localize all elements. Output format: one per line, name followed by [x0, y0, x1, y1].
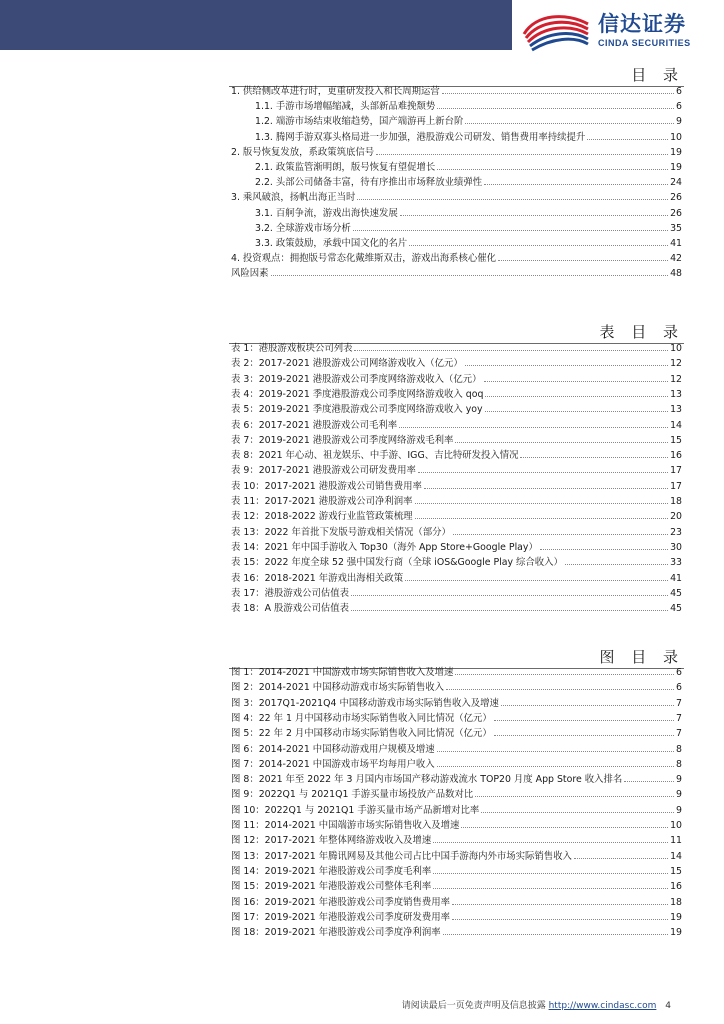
toc-entry-page: 7 [676, 697, 682, 709]
toc-leader-dots [399, 418, 668, 428]
toc-entry[interactable] [231, 540, 682, 554]
toc-entry-page: 45 [670, 603, 682, 615]
toc-leader-dots [465, 356, 668, 366]
toc-entry-page: 45 [670, 587, 682, 599]
toc-entry[interactable] [231, 910, 682, 924]
toc-leader-dots [353, 221, 668, 231]
toc-entry-text: 图 17：2019-2021 年港股游戏公司季度研发费用率 [231, 911, 450, 923]
toc-entry[interactable] [231, 833, 682, 847]
toc-entry-page: 10 [670, 131, 682, 143]
toc-entry-text: 表 14：2021 年中国手游收入 Top30（海外 App Store+Google Play） [231, 541, 538, 553]
toc-entry-page: 14 [670, 850, 682, 862]
toc-entry[interactable] [231, 925, 682, 939]
toc-entry[interactable] [231, 711, 682, 725]
toc-entry[interactable] [231, 251, 682, 265]
toc-entry[interactable] [231, 555, 682, 569]
toc-entry[interactable] [255, 175, 682, 189]
toc-entry-page: 26 [670, 207, 682, 219]
toc-entry-page: 13 [670, 388, 682, 400]
toc-entry-page: 20 [670, 511, 682, 523]
toc-entry-page: 12 [670, 373, 682, 385]
toc-entry-page: 17 [670, 465, 682, 477]
toc-entry-text: 表 6：2017-2021 港股游戏公司毛利率 [231, 419, 398, 431]
toc-leader-dots [409, 236, 668, 246]
toc-entry[interactable] [231, 818, 682, 832]
toc-entry-text: 图 16：2019-2021 年港股游戏公司季度销售费用率 [231, 896, 450, 908]
toc-leader-dots [437, 160, 668, 170]
toc-entry-text: 1.3. 腾网手游双寡头格局进一步加强，港股游戏公司研发、销售费用率持续提升 [255, 131, 586, 143]
toc-entry[interactable] [231, 803, 682, 817]
toc-leader-dots [437, 742, 674, 752]
toc-entry-page: 10 [670, 343, 682, 354]
toc-entry[interactable] [231, 356, 682, 370]
toc-entry-text: 表 2：2017-2021 港股游戏公司网络游戏收入（亿元） [231, 358, 463, 370]
toc-entry-page: 6 [676, 101, 682, 113]
toc-entry-text: 图 11：2014-2021 中国端游市场实际销售收入及增速 [231, 820, 460, 831]
toc-leader-dots [574, 849, 668, 859]
toc-entry-text: 图 10：2022Q1 与 2021Q1 手游买量市场产品新增对比率 [231, 804, 480, 816]
toc-entry-page: 9 [676, 774, 682, 786]
toc-leader-dots [455, 665, 674, 675]
toc-leader-dots [354, 341, 668, 351]
toc-entry-text: 1.2. 端游市场结束收缩趋势，国产端游再上新台阶 [255, 116, 464, 128]
toc-entry-text: 3.1. 百舸争流，游戏出海快速发展 [255, 207, 398, 219]
toc-entry-page: 8 [676, 758, 682, 770]
toc-entry[interactable] [231, 787, 682, 801]
toc-entry-text: 图 12：2017-2021 年整体网络游戏收入及增速 [231, 835, 432, 847]
toc-leader-dots [437, 99, 674, 109]
cinda-logo-mark-icon [522, 12, 594, 52]
toc-entry-text: 表 1：港股游戏板块公司列表 [231, 343, 353, 354]
toc-entry[interactable] [231, 266, 682, 280]
toc-leader-dots [485, 402, 668, 412]
toc-leader-dots [540, 540, 668, 550]
toc-entry[interactable] [231, 509, 682, 523]
toc-entry-text: 图 3：2017Q1-2021Q4 中国移动游戏市场实际销售收入及增速 [231, 697, 499, 709]
toc-entry-page: 35 [670, 222, 682, 234]
toc-leader-dots [501, 696, 674, 706]
toc-entry-text: 图 15：2019-2021 年港股游戏公司整体毛利率 [231, 881, 432, 893]
toc-entry-text: 表 13：2022 年首批下发版号游戏相关情况（部分） [231, 526, 451, 538]
toc-leader-dots [624, 772, 674, 782]
toc-entry-text: 表 16：2018-2021 年游戏出海相关政策 [231, 572, 404, 584]
toc-entry-page: 11 [670, 835, 682, 847]
toc-entry-text: 图 5：22 年 2 月中国移动市场实际销售收入同比情况（亿元） [231, 728, 492, 740]
toc-entry-page: 30 [670, 541, 682, 553]
toc-entry-text: 图 8：2021 年至 2022 年 3 月国内市场国产移动游戏流水 TOP20 月度 App Store 收入排名 [231, 774, 623, 786]
toc-leader-dots [415, 509, 669, 519]
toc-entry-text: 图 14：2019-2021 年港股游戏公司季度毛利率 [231, 865, 432, 877]
toc-leader-dots [376, 145, 668, 155]
toc-entry[interactable] [231, 418, 682, 432]
toc-leader-dots [433, 833, 668, 843]
toc-leader-dots [452, 910, 668, 920]
toc-entry-text: 2.2. 头部公司储备丰富，待有序推出市场释放业绩弹性 [255, 177, 483, 189]
toc-entry-text: 表 8：2021 年心动、祖龙娱乐、中手游、IGG、吉比特研发投入情况 [231, 450, 519, 462]
toc-entry-text: 图 9：2022Q1 与 2021Q1 手游买量市场投放产品数对比 [231, 789, 474, 801]
toc-entry-page: 42 [670, 253, 682, 265]
toc-entry[interactable] [255, 99, 682, 113]
toc-leader-dots [418, 463, 668, 473]
logo-text-cn: 信达证券 [598, 12, 686, 36]
toc-entry-page: 15 [670, 865, 682, 877]
toc-entry-text: 图 2：2014-2021 中国移动游戏市场实际销售收入 [231, 682, 445, 694]
toc-entry[interactable] [231, 665, 682, 679]
toc-entry-page: 48 [670, 268, 682, 280]
toc-leader-dots [437, 757, 674, 767]
toc-leader-dots [446, 680, 674, 690]
toc-entry-text: 表 10：2017-2021 港股游戏公司销售费用率 [231, 480, 422, 492]
toc-entry-page: 12 [670, 358, 682, 370]
toc-entry[interactable] [255, 130, 682, 144]
toc-leader-dots [424, 479, 668, 489]
toc-leader-dots [357, 190, 668, 200]
toc-entry[interactable] [231, 757, 682, 771]
toc-entry[interactable] [255, 114, 682, 128]
toc-leader-dots [351, 586, 668, 596]
toc-leader-dots [481, 803, 674, 813]
toc-entry-page: 19 [670, 162, 682, 173]
toc-entry-page: 6 [676, 86, 682, 97]
toc-entry[interactable] [231, 601, 682, 615]
toc-entry-page: 41 [670, 238, 682, 249]
cinda-logo [522, 12, 722, 52]
toc-entry-text: 1.1. 手游市场增幅缩减，头部新品难挽颓势 [255, 101, 436, 113]
toc-entry-text: 表 17：港股游戏公司估值表 [231, 587, 350, 599]
toc-entry[interactable] [231, 372, 682, 386]
toc-entry-text: 图 4：22 年 1 月中国移动市场实际销售收入同比情况（亿元） [231, 712, 492, 724]
toc-entry-text: 表 3：2019-2021 港股游戏公司季度网络游戏收入（亿元） [231, 373, 482, 385]
toc-entry-text: 表 7：2019-2021 港股游戏公司季度网络游戏毛利率 [231, 434, 454, 446]
toc-entry-text: 3.3. 政策鼓励，承载中国文化的名片 [255, 238, 408, 249]
toc-entry[interactable] [231, 84, 682, 98]
toc-leader-dots [520, 448, 668, 458]
toc-leader-dots [400, 206, 668, 216]
toc-entry[interactable] [231, 726, 682, 740]
toc-leader-dots [565, 555, 668, 565]
toc-entry[interactable] [231, 696, 682, 710]
toc-leader-dots [443, 925, 668, 935]
toc-entry[interactable] [231, 586, 682, 600]
toc-entry-text: 风险因素 [231, 268, 269, 280]
toc-entry[interactable] [231, 680, 682, 694]
toc-entry[interactable] [231, 772, 682, 786]
toc-entry-text: 表 5：2019-2021 季度港股游戏公司季度网络游戏收入 yoy [231, 404, 483, 416]
toc-entry-page: 26 [670, 192, 682, 204]
toc-entry-page: 41 [670, 572, 682, 584]
toc-entry-text: 图 1：2014-2021 中国游戏市场实际销售收入及增速 [231, 667, 454, 678]
footer-url-link[interactable]: http://www.cindasc.com [548, 1001, 657, 1011]
toc-entry-page: 10 [670, 820, 682, 831]
toc-entry[interactable] [255, 221, 682, 235]
toc-entry-page: 18 [670, 496, 682, 507]
figures-title: 图 目 录 [599, 648, 684, 666]
toc-entry[interactable] [231, 895, 682, 909]
toc-leader-dots [452, 895, 668, 905]
toc-entry[interactable] [231, 849, 682, 863]
toc-entry-text: 表 9：2017-2021 港股游戏公司研发费用率 [231, 465, 416, 477]
toc-leader-dots [484, 372, 669, 382]
toc-leader-dots [455, 433, 668, 443]
toc-leader-dots [498, 251, 668, 261]
toc-title: 目 录 [631, 66, 684, 84]
toc-entry[interactable] [231, 433, 682, 447]
toc-entry-page: 6 [676, 667, 682, 678]
toc-entry-text: 表 12：2018-2022 游戏行业监管政策梳理 [231, 511, 413, 523]
toc-entry[interactable] [231, 387, 682, 401]
toc-entry-page: 15 [670, 434, 682, 446]
logo-text-en: CINDA SECURITIES [598, 38, 691, 48]
toc-entry-text: 1. 供给侧改革进行时，更重研发投入和长周期运营 [231, 86, 440, 97]
toc-entry-page: 13 [670, 404, 682, 416]
toc-entry[interactable] [255, 160, 682, 174]
toc-entry-page: 9 [676, 789, 682, 801]
toc-leader-dots [351, 601, 668, 611]
toc-leader-dots [433, 864, 668, 874]
toc-leader-dots [465, 114, 674, 124]
toc-leader-dots [415, 494, 669, 504]
toc-entry-text: 表 11：2017-2021 港股游戏公司净利润率 [231, 496, 413, 507]
toc-entry[interactable] [231, 402, 682, 416]
toc-entry-page: 7 [676, 712, 682, 724]
toc-leader-dots [587, 130, 668, 140]
toc-entry[interactable] [255, 206, 682, 220]
footer-disclaimer: 请阅读最后一页免责声明及信息披露 [401, 1001, 546, 1011]
toc-entry-page: 19 [670, 146, 682, 158]
toc-entry-text: 表 4：2019-2021 季度港股游戏公司季度网络游戏收入 qoq [231, 388, 484, 400]
toc-entry-page: 17 [670, 480, 682, 492]
toc-leader-dots [494, 711, 674, 721]
toc-entry-page: 24 [670, 177, 682, 189]
toc-entry[interactable] [255, 236, 682, 250]
toc-entry[interactable] [231, 525, 682, 539]
toc-entry-text: 图 18：2019-2021 年港股游戏公司季度净利润率 [231, 927, 441, 939]
toc-entry[interactable] [231, 742, 682, 756]
toc-leader-dots [442, 84, 674, 94]
toc-entry-text: 表 18：A 股游戏公司估值表 [231, 603, 350, 615]
toc-entry[interactable] [231, 864, 682, 878]
toc-entry[interactable] [231, 571, 682, 585]
toc-entry-page: 19 [670, 911, 682, 923]
page-number: 4 [665, 1001, 671, 1011]
toc-entry-page: 9 [676, 116, 682, 128]
toc-entry-page: 16 [670, 450, 682, 462]
toc-entry-page: 6 [676, 682, 682, 694]
toc-leader-dots [433, 879, 668, 889]
toc-leader-dots [475, 787, 674, 797]
toc-leader-dots [453, 525, 668, 535]
toc-entry[interactable] [231, 341, 682, 355]
toc-entry[interactable] [231, 494, 682, 508]
tables-title: 表 目 录 [599, 323, 684, 341]
toc-leader-dots [271, 266, 669, 276]
toc-entry-page: 23 [670, 526, 682, 538]
toc-entry[interactable] [231, 463, 682, 477]
toc-entry[interactable] [231, 448, 682, 462]
toc-entry-page: 14 [670, 419, 682, 431]
toc-entry-text: 表 15：2022 年度全球 52 强中国发行商（全球 iOS&Google Play 综合收入） [231, 557, 563, 569]
toc-leader-dots [484, 175, 668, 185]
toc-entry-text: 2. 版号恢复发放，系政策筑底信号 [231, 146, 375, 158]
toc-entry-text: 4. 投资观点：拥抱版号常态化戴维斯双击，游戏出海系核心催化 [231, 253, 497, 265]
page-footer [402, 1000, 671, 1012]
toc-entry[interactable] [231, 145, 682, 159]
toc-entry-text: 3.2. 全球游戏市场分析 [255, 222, 351, 234]
toc-entry-page: 7 [676, 728, 682, 740]
toc-entry-page: 8 [676, 743, 682, 755]
header-bar [0, 0, 512, 50]
toc-leader-dots [494, 726, 674, 736]
toc-entry-page: 19 [670, 927, 682, 939]
toc-leader-dots [461, 818, 668, 828]
toc-entry-text: 图 7：2014-2021 中国游戏市场平均每用户收入 [231, 758, 435, 770]
toc-entry-page: 16 [670, 881, 682, 893]
toc-entry-text: 图 6：2014-2021 中国移动游戏用户规模及增速 [231, 743, 435, 755]
toc-entry-page: 33 [670, 557, 682, 569]
toc-entry-text: 图 13：2017-2021 年腾讯网易及其他公司占比中国手游海内外市场实际销售收入 [231, 850, 572, 862]
toc-entry[interactable] [231, 879, 682, 893]
toc-leader-dots [405, 571, 668, 581]
toc-entry-page: 9 [676, 804, 682, 816]
toc-leader-dots [485, 387, 668, 397]
toc-entry-page: 18 [670, 896, 682, 908]
toc-entry-text: 3. 乘风破浪，扬帆出海正当时 [231, 192, 356, 204]
toc-entry[interactable] [231, 190, 682, 204]
toc-entry-text: 2.1. 政策监管渐明朗，版号恢复有望促增长 [255, 162, 436, 173]
toc-entry[interactable] [231, 479, 682, 493]
